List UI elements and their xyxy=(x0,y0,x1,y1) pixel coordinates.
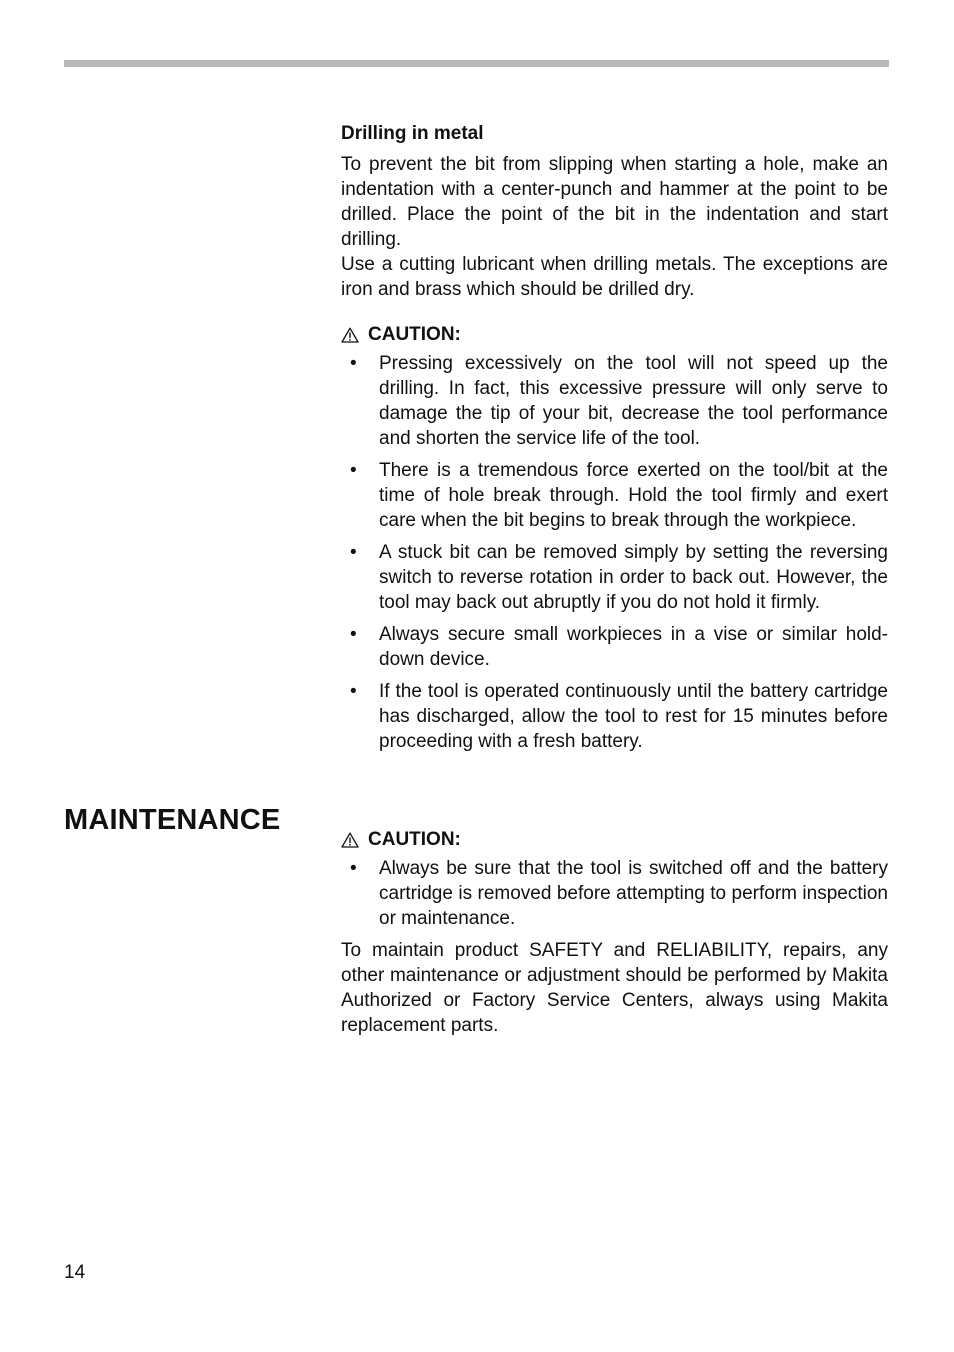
list-item: • Pressing excessively on the tool will not speed up the drilling. In fact, this excessive pressure will only serve to damage the tip of your bit, decrease the tool performance and shorten the service life of the tool. xyxy=(350,353,888,449)
warning-triangle-icon xyxy=(341,832,359,848)
bullet-icon: • xyxy=(350,460,357,481)
bullet-icon: • xyxy=(350,542,357,563)
header-rule xyxy=(64,60,889,67)
list-item: • Always be sure that the tool is switched off and the battery cartridge is removed before attempting to perform inspection or maintenance. xyxy=(350,858,888,929)
bullet-icon: • xyxy=(350,624,357,645)
maintenance-caution xyxy=(341,827,888,1038)
caution-list xyxy=(341,856,888,931)
maintenance-heading: MAINTENANCE xyxy=(64,804,281,836)
drilling-heading: Drilling in metal xyxy=(341,123,484,144)
caution-list xyxy=(341,351,888,754)
bullet-icon: • xyxy=(350,681,357,702)
page-number: 14 xyxy=(64,1262,86,1283)
drilling-caution xyxy=(341,322,888,761)
caution-heading xyxy=(341,827,888,852)
caution-heading xyxy=(341,322,888,347)
caution-label: CAUTION: xyxy=(368,829,461,850)
warning-triangle-icon xyxy=(341,327,359,343)
maintenance-paragraph: To maintain product SAFETY and RELIABILITY, repairs, any other maintenance or adjustment should be performed by Makita Authorized or Factory Service Centers, always using Makita replacement parts. xyxy=(341,940,888,1036)
list-item: • If the tool is operated continuously until the battery cartridge has discharged, allow the tool to rest for 15 minutes before proceeding with a fresh battery. xyxy=(350,681,888,752)
drilling-section xyxy=(341,121,888,302)
drilling-paragraph-2: Use a cutting lubricant when drilling metals. The exceptions are iron and brass which should be drilled dry. xyxy=(341,254,888,300)
drilling-paragraph-1: To prevent the bit from slipping when starting a hole, make an indentation with a center-punch and hammer at the point to be drilled. Place the point of the bit in the indentation and start drilling. xyxy=(341,154,888,250)
list-item: • There is a tremendous force exerted on the tool/bit at the time of hole break through. Hold the tool firmly and exert care when the bit begins to break through the workpiece. xyxy=(350,460,888,531)
list-item: • Always secure small workpieces in a vise or similar hold-down device. xyxy=(350,624,888,670)
bullet-icon: • xyxy=(350,858,357,879)
list-item: • A stuck bit can be removed simply by setting the reversing switch to reverse rotation in order to back out. However, the tool may back out abruptly if you do not hold it firmly. xyxy=(350,542,888,613)
caution-label: CAUTION: xyxy=(368,324,461,345)
bullet-icon: • xyxy=(350,353,357,374)
